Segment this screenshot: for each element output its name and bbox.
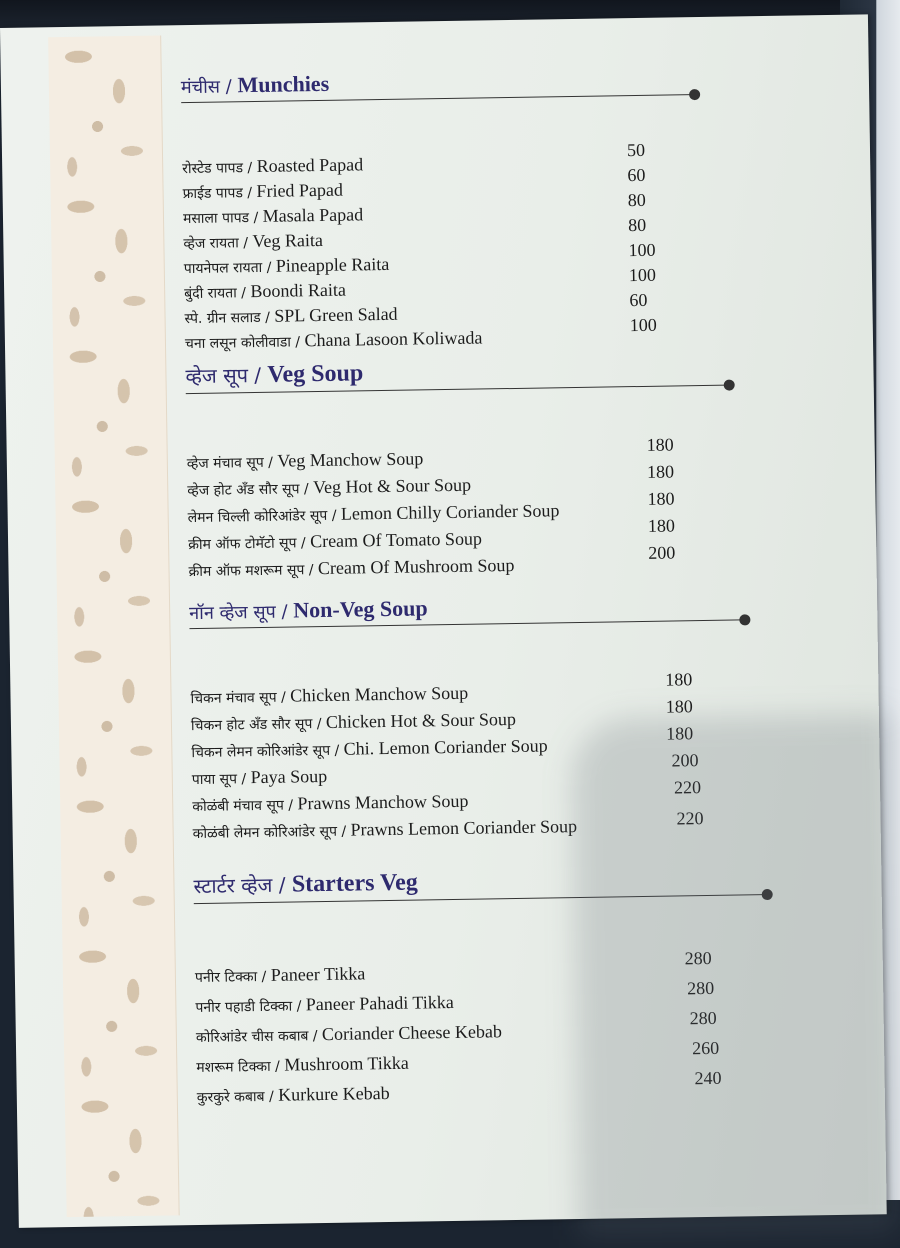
item-name-english: Roasted Papad [256, 154, 364, 176]
item-name [182, 154, 363, 178]
item-name-marathi: बुंदी रायता / [184, 285, 251, 303]
item-price: 220 [676, 808, 704, 829]
item-name-marathi: रोस्टेड पापड / [182, 159, 257, 178]
item-list [194, 947, 777, 1116]
section-header [189, 586, 769, 631]
section-title-english: Starters Veg [291, 869, 419, 898]
item-price: 60 [629, 289, 648, 311]
item-name-marathi: चना लसून कोलीवाडा / [184, 334, 305, 353]
item-name-marathi: व्हेज होट अँड सौर सूप / [187, 481, 314, 500]
item-name [184, 304, 397, 328]
rule-dot-icon [724, 380, 735, 391]
item-name [190, 683, 468, 708]
item-name-english: SPL Green Salad [274, 303, 398, 326]
item-name-marathi: स्पे. ग्रीन सलाड / [184, 309, 275, 328]
item-price: 280 [684, 947, 712, 969]
item-price: 240 [694, 1067, 722, 1089]
item-name-english: Coriander Cheese Kebab [321, 1021, 503, 1045]
item-price: 60 [627, 164, 646, 186]
section-title [185, 359, 363, 390]
item-name-marathi: व्हेज मंचाव सूप / [186, 454, 278, 473]
item-name-english: Lemon Chilly Coriander Soup [340, 500, 560, 524]
section-title-english: Munchies [237, 70, 330, 98]
item-name-english: Cream Of Tomato Soup [309, 528, 483, 552]
item-name [182, 180, 343, 204]
item-name [183, 204, 363, 228]
section-title [181, 71, 330, 99]
item-name-english: Cream Of Mushroom Soup [317, 554, 515, 579]
item-name [188, 528, 482, 554]
item-price: 50 [626, 139, 646, 161]
item-name-marathi: क्रीम ऑफ मशरूम सूप / [188, 562, 319, 581]
item-price: 100 [628, 239, 656, 261]
item-name [187, 475, 471, 500]
section-munchies [181, 60, 765, 357]
section-title-marathi: मंचीस / [180, 76, 238, 99]
section-header [185, 351, 765, 396]
item-name [184, 254, 390, 278]
item-price: 280 [687, 977, 715, 999]
item-name-marathi: मसाला पापड / [182, 209, 263, 228]
item-name-english: Prawns Lemon Coriander Soup [350, 816, 578, 840]
item-price: 200 [648, 542, 676, 563]
section-title-marathi: स्टार्टर व्हेज / [193, 872, 293, 899]
item-price: 200 [671, 750, 699, 771]
item-name-english: Paneer Pahadi Tikka [305, 991, 454, 1015]
item-name-english: Fried Papad [256, 179, 344, 201]
item-name [197, 1083, 390, 1107]
item-name-english: Pineapple Raita [275, 253, 390, 276]
section-starters-veg [193, 861, 777, 1116]
item-name-english: Boondi Raita [250, 279, 347, 302]
item-name-english: Veg Hot & Sour Soup [312, 474, 472, 498]
item-name-english: Chana Lasoon Koliwada [304, 327, 483, 351]
item-name-english: Masala Papad [262, 204, 364, 226]
item-name-english: Paya Soup [250, 765, 328, 788]
floral-border [48, 35, 180, 1217]
item-name [196, 1053, 409, 1077]
item-price: 100 [629, 314, 657, 336]
item-name-english: Prawns Manchow Soup [297, 790, 469, 814]
item-name-english: Chicken Hot & Sour Soup [325, 708, 517, 732]
item-name-english: Veg Raita [252, 229, 324, 252]
item-name-marathi: मशरूम टिक्का / [196, 1058, 285, 1077]
item-list [190, 669, 772, 849]
item-price: 260 [691, 1037, 720, 1059]
section-title-marathi: नॉन व्हेज सूप / [189, 601, 294, 625]
item-name-english: Chicken Manchow Soup [290, 682, 469, 706]
section-header [193, 861, 773, 906]
item-name-english: Mushroom Tikka [284, 1052, 409, 1075]
section-header [181, 60, 761, 105]
item-name [196, 1021, 502, 1047]
section-veg-soup [185, 351, 768, 587]
item-list [186, 434, 769, 587]
item-price: 180 [665, 696, 693, 717]
item-price: 280 [689, 1007, 717, 1029]
item-name-english: Kurkure Kebab [278, 1083, 390, 1105]
item-price: 80 [628, 214, 647, 236]
item-name [192, 791, 469, 816]
item-name-marathi: पायनेपल रायता / [183, 259, 276, 278]
item-name-marathi: कुरकुरे कबाब / [196, 1088, 279, 1107]
item-name [184, 280, 346, 304]
item-price: 80 [627, 189, 646, 211]
item-name-marathi: लेमन चिल्ली कोरिआंडेर सूप / [187, 507, 342, 527]
item-name-english: Veg Manchow Soup [277, 448, 424, 471]
item-name-marathi: चिकन लेमन कोरिआंडेर सूप / [191, 742, 344, 762]
item-name-marathi: कोळंबी मंचाव सूप / [192, 797, 298, 816]
item-name-english: Paneer Tikka [270, 963, 366, 985]
item-list [182, 139, 765, 357]
item-name [185, 327, 483, 353]
rule-dot-icon [689, 89, 700, 100]
item-name [191, 709, 516, 735]
menu-item [194, 947, 775, 996]
item-price: 220 [673, 777, 702, 798]
item-name [188, 500, 560, 527]
item-price: 180 [646, 434, 674, 455]
item-name-english: Chi. Lemon Coriander Soup [343, 735, 548, 759]
menu-content [180, 15, 818, 1205]
section-non-veg-soup [189, 586, 773, 849]
item-price: 180 [665, 669, 693, 690]
item-name-marathi: क्रीम ऑफ टोमॅटो सूप / [188, 535, 311, 554]
rule-dot-icon [739, 614, 750, 625]
item-name [192, 766, 328, 789]
item-price: 180 [646, 461, 675, 482]
item-name-marathi: चिकन होट अँड सौर सूप / [190, 715, 327, 735]
item-name-marathi: पाया सूप / [191, 771, 251, 789]
item-name-marathi: कोरिआंडेर चीस कबाब / [195, 1028, 323, 1047]
item-price: 100 [628, 264, 657, 286]
rule-dot-icon [762, 889, 773, 900]
section-title [193, 869, 418, 901]
section-title-english: Veg Soup [267, 360, 364, 388]
item-price: 180 [666, 723, 694, 744]
item-name [191, 735, 548, 762]
section-title [189, 595, 428, 625]
item-name-marathi: कोळंबी लेमन कोरिआंडेर सूप / [192, 823, 351, 843]
item-name [187, 448, 424, 473]
item-name [195, 963, 366, 987]
item-name [188, 555, 514, 581]
item-name-marathi: व्हेज रायता / [183, 235, 253, 253]
item-name-marathi: फ्राईड पापड / [182, 184, 257, 203]
item-price: 180 [647, 488, 675, 509]
section-title-english: Non-Veg Soup [293, 595, 428, 623]
item-name [183, 230, 323, 253]
item-name-marathi: पनीर टिक्का / [194, 968, 271, 987]
item-name-marathi: चिकन मंचाव सूप / [190, 689, 291, 708]
section-title-marathi: व्हेज सूप / [185, 362, 268, 389]
item-price: 180 [647, 515, 676, 536]
item-name-marathi: पनीर पहाडी टिक्का / [195, 998, 306, 1017]
menu-page [0, 14, 887, 1227]
item-name [195, 992, 454, 1017]
